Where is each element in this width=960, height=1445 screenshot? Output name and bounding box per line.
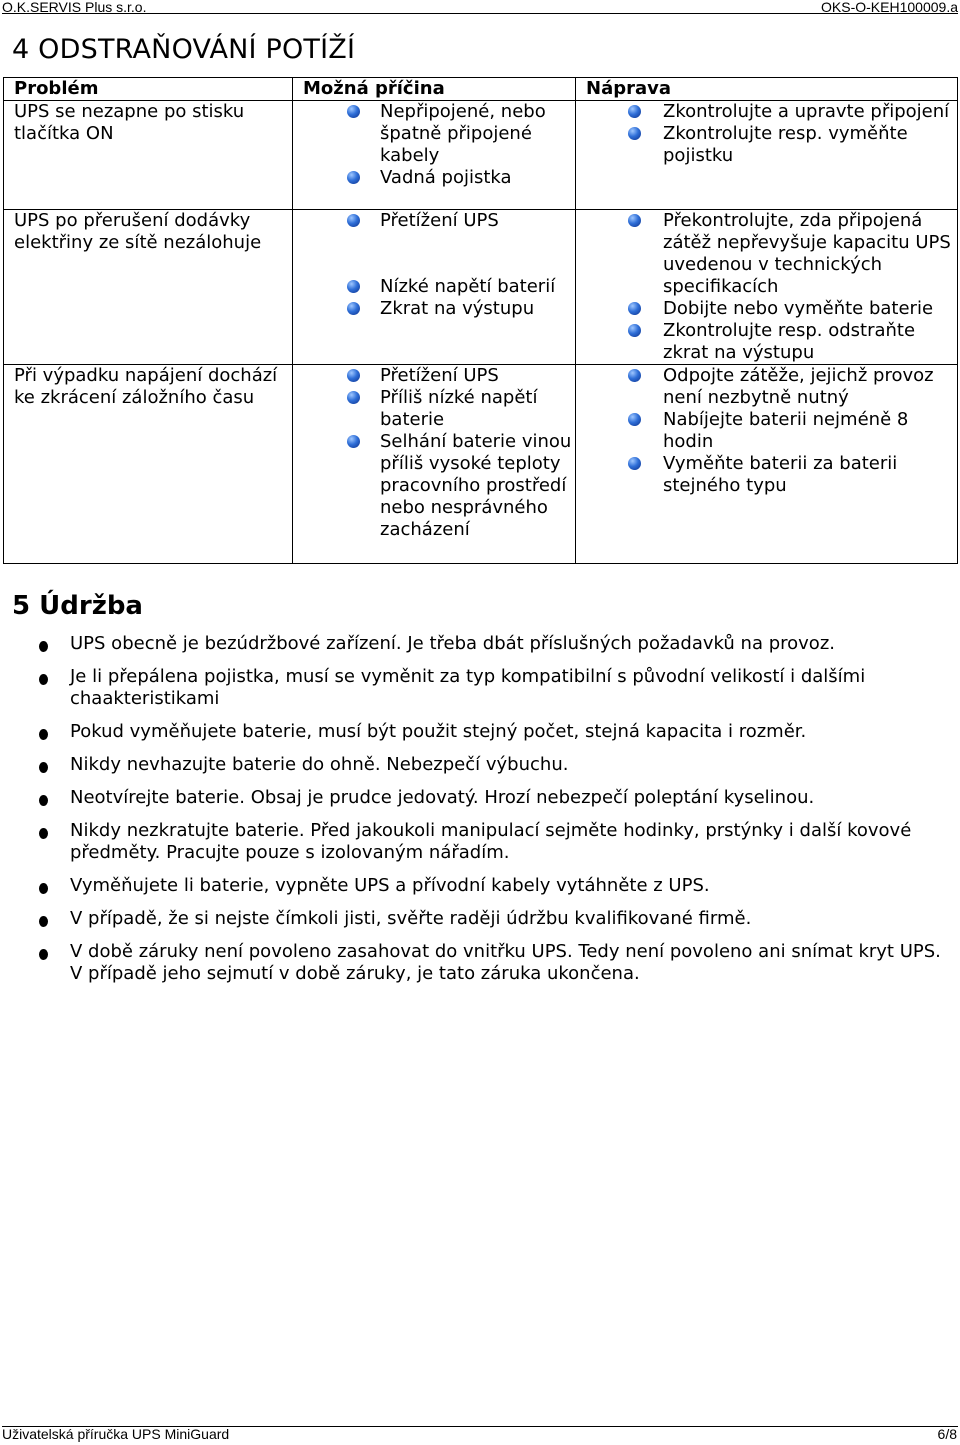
list-item: Nabíjejte baterii nejméně 8 hodin [586, 409, 957, 453]
section-4-title: 4 ODSTRAŇOVÁNÍ POTÍŽÍ [12, 34, 356, 65]
column-header-remedy: Náprava [576, 78, 958, 101]
list-item: Překontrolujte, zda připojená zátěž nepřevyšuje kapacitu UPS uvedenou v technických specifikacích [586, 210, 957, 298]
list-item: Vyměňujete li baterie, vypněte UPS a přívodní kabely vytáhněte z UPS. [0, 875, 960, 897]
problem-cell: UPS se nezapne po stisku tlačítka ON [4, 101, 293, 210]
troubleshooting-table [3, 77, 958, 564]
list-item: Zkontrolujte resp. odstraňte zkrat na výstupu [586, 320, 957, 364]
bullet-icon [39, 641, 48, 652]
list-item: Selhání baterie vinou příliš vysoké teploty pracovního prostředí nebo nesprávného zacházení [303, 431, 575, 541]
bullet-icon [628, 324, 641, 337]
list-item: Přetížení UPS [303, 210, 575, 232]
page-number: 6/8 [937, 1426, 957, 1442]
bullet-icon [39, 762, 48, 773]
remedy-cell [576, 365, 958, 564]
list-item: Přetížení UPS [303, 365, 575, 387]
problem-cell: UPS po přerušení dodávky elektřiny ze sítě nezálohuje [4, 210, 293, 365]
header-doc-code: OKS-O-KEH100009.a [821, 0, 958, 15]
list-item: Dobijte nebo vyměňte baterie [586, 298, 957, 320]
header-rule [2, 13, 958, 14]
bullet-icon [628, 214, 641, 227]
bullet-icon [39, 883, 48, 894]
bullet-icon [347, 391, 360, 404]
list-item: Zkontrolujte a upravte připojení [586, 101, 957, 123]
cause-cell [293, 365, 576, 564]
bullet-icon [628, 457, 641, 470]
bullet-icon [628, 105, 641, 118]
table-row [4, 365, 958, 564]
table-header-row [4, 78, 958, 101]
list-item: Neotvírejte baterie. Obsaj je prudce jedovatý. Hrozí nebezpečí poleptání kyselinou. [0, 787, 960, 809]
list-item: V době záruky není povoleno zasahovat do vnitřku UPS. Tedy není povoleno ani snímat kryt UPS. V případě jeho sejmutí v době záruky, je tato záruka ukončena. [0, 941, 960, 985]
column-header-problem: Problém [4, 78, 293, 101]
footer-title: Uživatelská příručka UPS MiniGuard [2, 1426, 230, 1442]
list-item: Vyměňte baterii za baterii stejného typu [586, 453, 957, 497]
bullet-icon [347, 280, 360, 293]
remedy-cell [576, 101, 958, 210]
table-row [4, 210, 958, 365]
list-item: Zkrat na výstupu [303, 298, 575, 320]
list-item: Je li přepálena pojistka, musí se vyměnit za typ kompatibilní s původní velikostí i dalšími chaakteristikami [0, 666, 960, 710]
list-item: Zkontrolujte resp. vyměňte pojistku [586, 123, 957, 167]
bullet-icon [347, 105, 360, 118]
section-5-title: 5 Údržba [12, 591, 143, 621]
list-item: V případě, že si nejste čímkoli jisti, svěřte raději údržbu kvalifikované firmě. [0, 908, 960, 930]
bullet-icon [39, 795, 48, 806]
table-row [4, 101, 958, 210]
cause-cell [293, 101, 576, 210]
list-item: Nepřipojené, nebo špatně připojené kabely [303, 101, 575, 167]
bullet-icon [628, 302, 641, 315]
list-item: Nikdy nezkratujte baterie. Před jakoukoli manipulací sejměte hodinky, prstýnky i další kovové předměty. Pracujte pouze s izolovaným nářadím. [0, 820, 960, 864]
list-item: UPS obecně je bezúdržbové zařízení. Je třeba dbát příslušných požadavků na provoz. [0, 633, 960, 655]
column-header-cause: Možná příčina [293, 78, 576, 101]
bullet-icon [39, 729, 48, 740]
cause-cell [293, 210, 576, 365]
bullet-icon [628, 413, 641, 426]
bullet-icon [39, 916, 48, 927]
list-item: Odpojte zátěže, jejichž provoz není nezbytně nutný [586, 365, 957, 409]
header-company: O.K.SERVIS Plus s.r.o. [2, 0, 147, 15]
bullet-icon [628, 369, 641, 382]
list-item: Nízké napětí baterií [303, 276, 575, 298]
bullet-icon [347, 435, 360, 448]
list-item: Vadná pojistka [303, 167, 575, 189]
list-item: Příliš nízké napětí baterie [303, 387, 575, 431]
bullet-icon [347, 302, 360, 315]
bullet-icon [628, 127, 641, 140]
remedy-cell [576, 210, 958, 365]
maintenance-list [0, 633, 960, 996]
bullet-icon [347, 369, 360, 382]
bullet-icon [347, 171, 360, 184]
list-item: Pokud vyměňujete baterie, musí být použit stejný počet, stejná kapacita i rozměr. [0, 721, 960, 743]
list-item: Nikdy nevhazujte baterie do ohně. Nebezpečí výbuchu. [0, 754, 960, 776]
bullet-icon [39, 949, 48, 960]
bullet-icon [347, 214, 360, 227]
problem-cell: Při výpadku napájení dochází ke zkrácení záložního času [4, 365, 293, 564]
bullet-icon [39, 828, 48, 839]
bullet-icon [39, 674, 48, 685]
